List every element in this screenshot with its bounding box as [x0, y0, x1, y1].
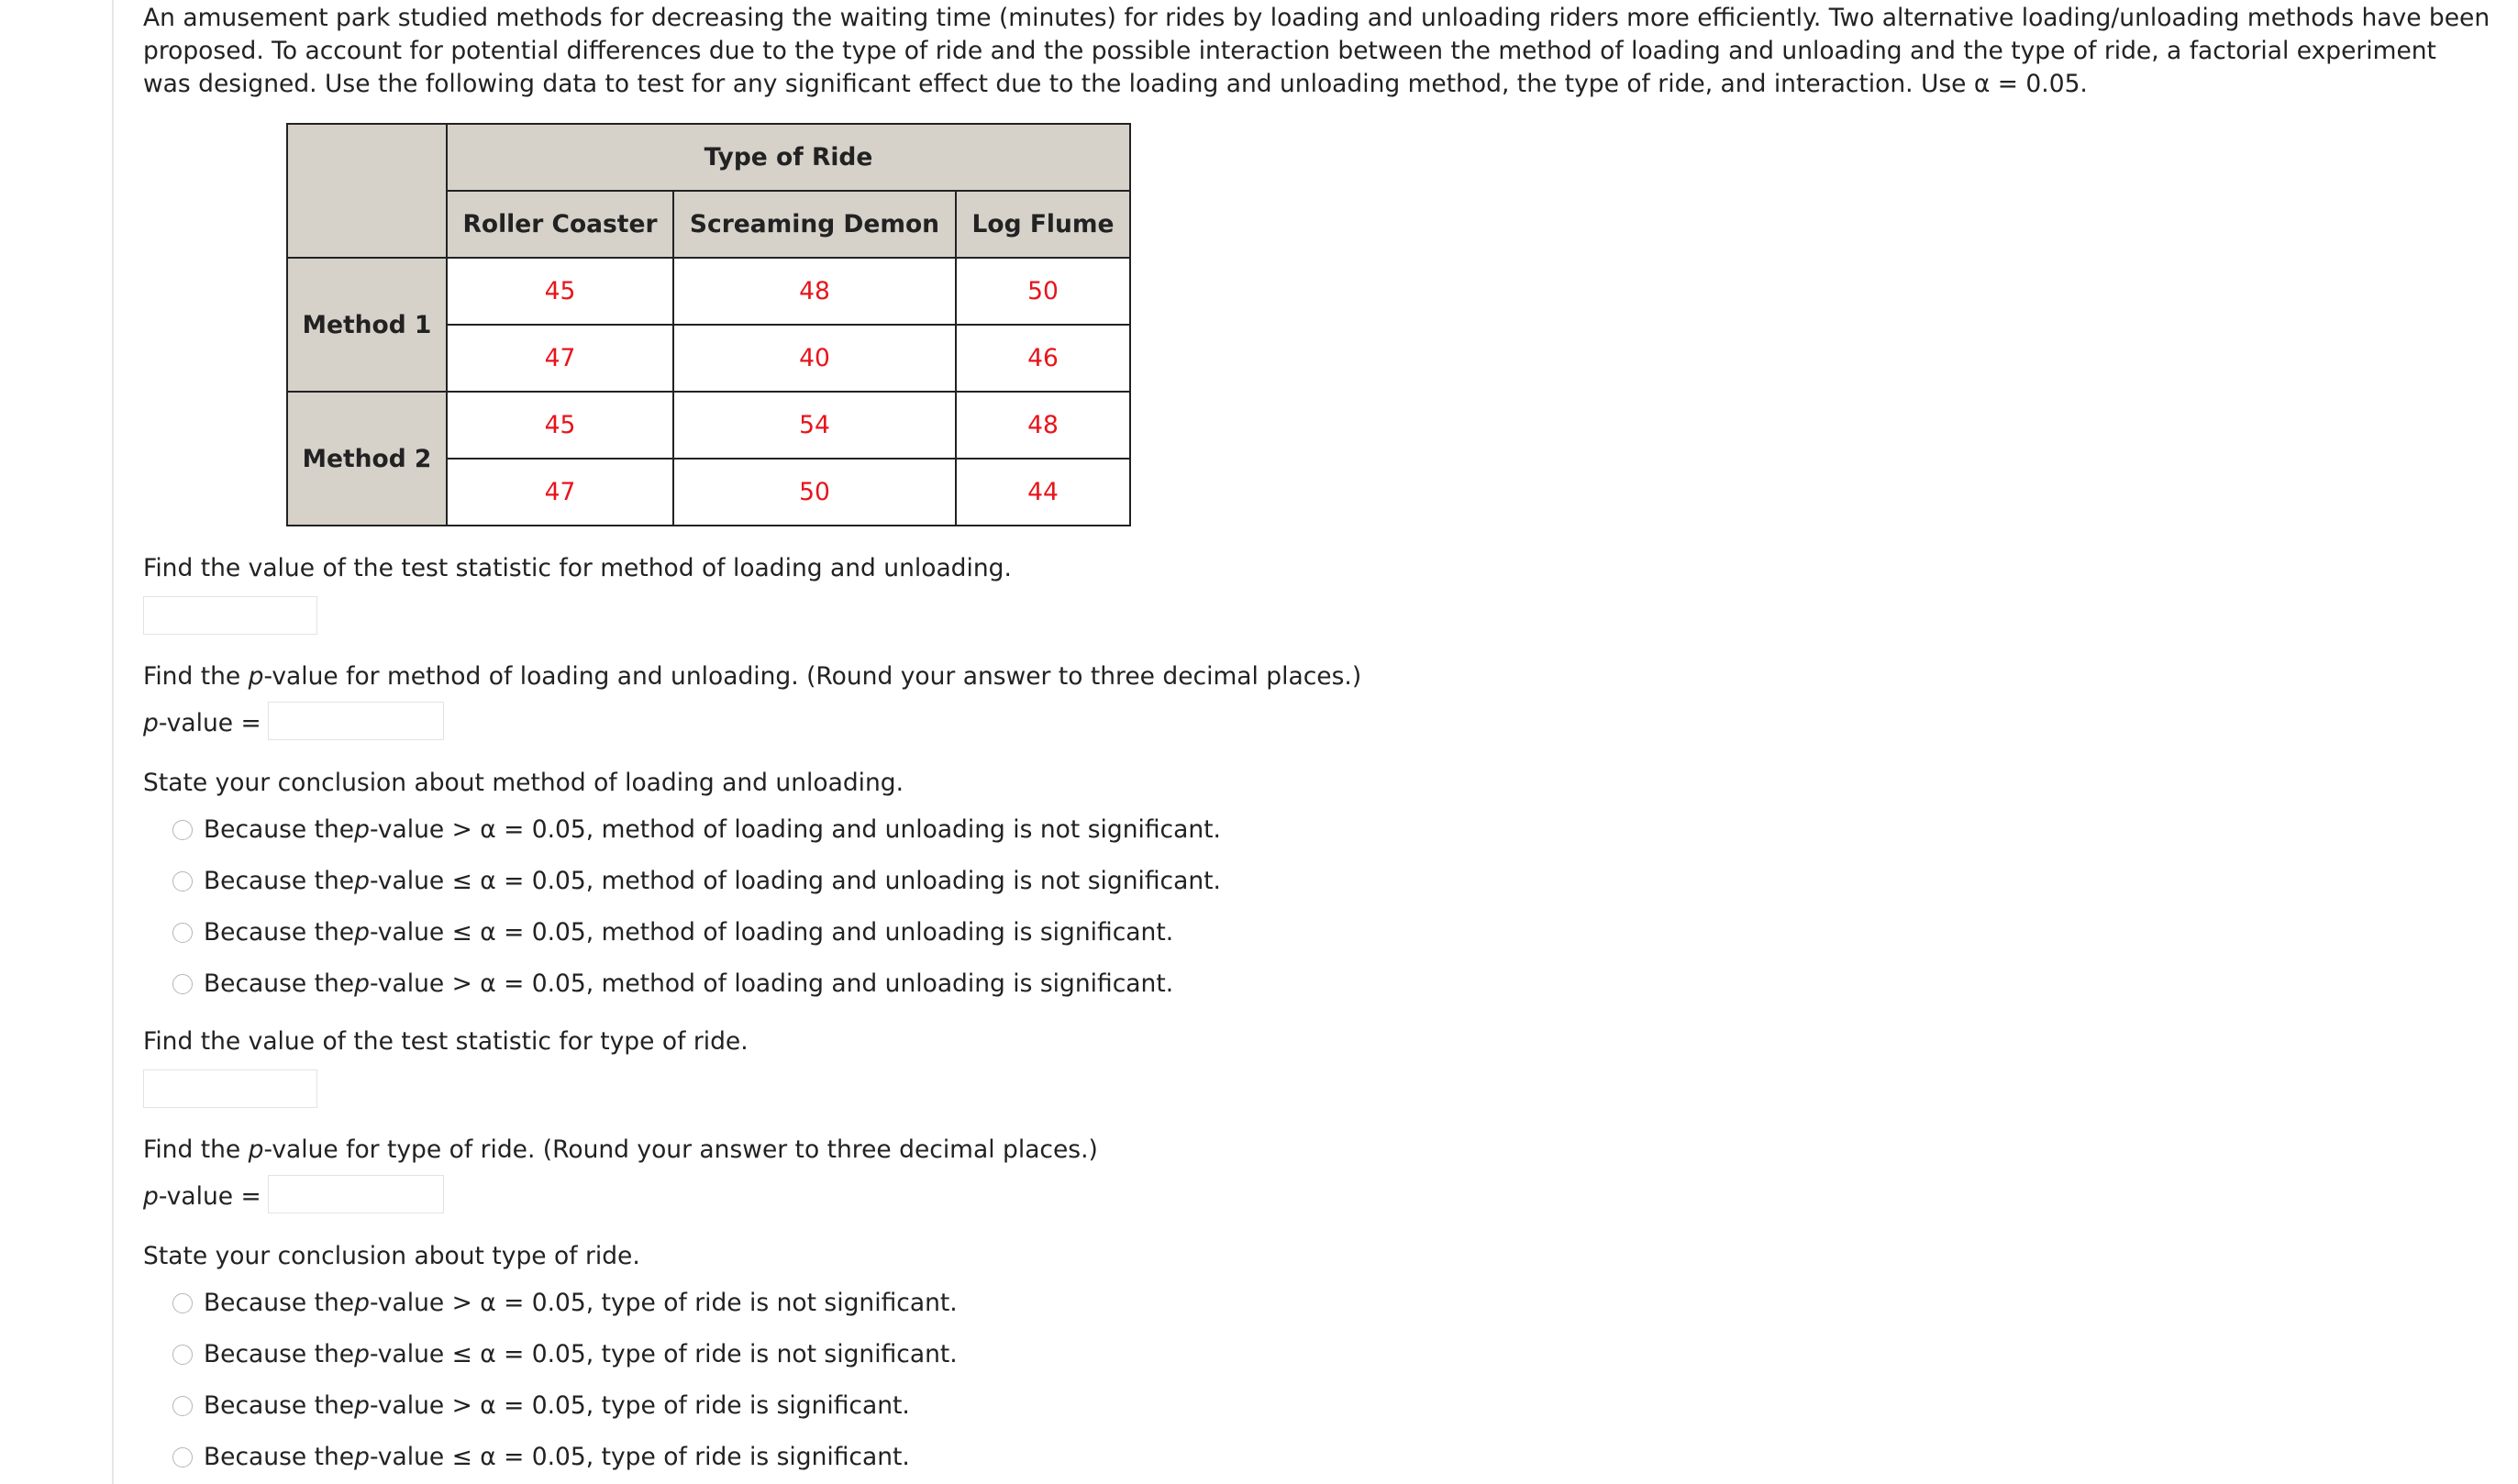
table-cell: 45 [447, 392, 673, 459]
table-cell: 40 [673, 325, 956, 392]
ride-option-1[interactable]: Because the p -value > α = 0.05, type of ride is not significant. [172, 1287, 958, 1320]
radio-button[interactable] [172, 871, 193, 892]
method-stat-prompt: Find the value of the test statistic for method of loading and unloading. [143, 554, 1012, 582]
column-header-log-flume: Log Flume [956, 191, 1130, 258]
method-p-value-label: p-value = [143, 709, 261, 737]
table-cell: 44 [956, 459, 1130, 526]
table-cell: 46 [956, 325, 1130, 392]
radio-button[interactable] [172, 923, 193, 943]
table-row [287, 392, 1130, 459]
ride-option-2[interactable]: Because the p -value ≤ α = 0.05, type of ride is not significant. [172, 1338, 958, 1371]
ride-stat-prompt: Find the value of the test statistic for type of ride. [143, 1027, 749, 1056]
method-option-3[interactable]: Because the p -value ≤ α = 0.05, method of loading and unloading is significant. [172, 916, 1173, 949]
radio-button[interactable] [172, 820, 193, 840]
radio-button[interactable] [172, 1345, 193, 1365]
method-option-2[interactable]: Because the p -value ≤ α = 0.05, method of loading and unloading is not significant. [172, 865, 1221, 898]
table-cell: 47 [447, 459, 673, 526]
table-cell: 48 [956, 392, 1130, 459]
radio-button[interactable] [172, 1447, 193, 1467]
method-conclusion-prompt: State your conclusion about method of loading and unloading. [143, 769, 904, 797]
type-of-ride-header: Type of Ride [447, 124, 1130, 191]
table-cell: 50 [956, 258, 1130, 325]
row-label-method-2: Method 2 [287, 392, 447, 526]
ride-data-table [286, 123, 1131, 526]
table-cell: 50 [673, 459, 956, 526]
method-test-statistic-input[interactable] [143, 596, 317, 635]
row-label-method-1: Method 1 [287, 258, 447, 392]
ride-p-prompt: Find the p-value for type of ride. (Round your answer to three decimal places.) [143, 1135, 1098, 1164]
table-cell: 45 [447, 258, 673, 325]
radio-button[interactable] [172, 974, 193, 994]
table-cell: 48 [673, 258, 956, 325]
ride-p-value-label: p-value = [143, 1182, 261, 1211]
table-corner [287, 124, 447, 258]
ride-option-4[interactable]: Because the p -value ≤ α = 0.05, type of ride is significant. [172, 1441, 910, 1474]
column-header-roller-coaster: Roller Coaster [447, 191, 673, 258]
radio-button[interactable] [172, 1293, 193, 1313]
table-cell: 47 [447, 325, 673, 392]
table-row [287, 258, 1130, 325]
problem-intro: An amusement park studied methods for decreasing the waiting time (minutes) for rides by loading and unloading riders more efficiently. Two alternative loading/unloading methods have been proposed. To account for potential differences due to the type of ride and the possible interaction between the method of loading and unloading and the type of ride, a factorial experiment was designed. Use the following data to test for any significant effect due to the loading and unloading method, the type of ride, and interaction. Use α = 0.05. [143, 4, 2490, 98]
method-option-1[interactable]: Because the p -value > α = 0.05, method of loading and unloading is not significant. [172, 814, 1221, 847]
radio-button[interactable] [172, 1396, 193, 1416]
ride-p-value-input[interactable] [268, 1175, 444, 1213]
method-option-4[interactable]: Because the p -value > α = 0.05, method of loading and unloading is significant. [172, 968, 1173, 1001]
table-cell: 54 [673, 392, 956, 459]
column-header-screaming-demon: Screaming Demon [673, 191, 956, 258]
ride-conclusion-prompt: State your conclusion about type of ride. [143, 1242, 640, 1270]
left-rule [112, 0, 114, 1484]
method-p-value-input[interactable] [268, 702, 444, 740]
ride-test-statistic-input[interactable] [143, 1069, 317, 1108]
method-p-prompt: Find the p-value for method of loading and unloading. (Round your answer to three decimal places.) [143, 662, 1362, 691]
ride-option-3[interactable]: Because the p -value > α = 0.05, type of ride is significant. [172, 1390, 910, 1423]
